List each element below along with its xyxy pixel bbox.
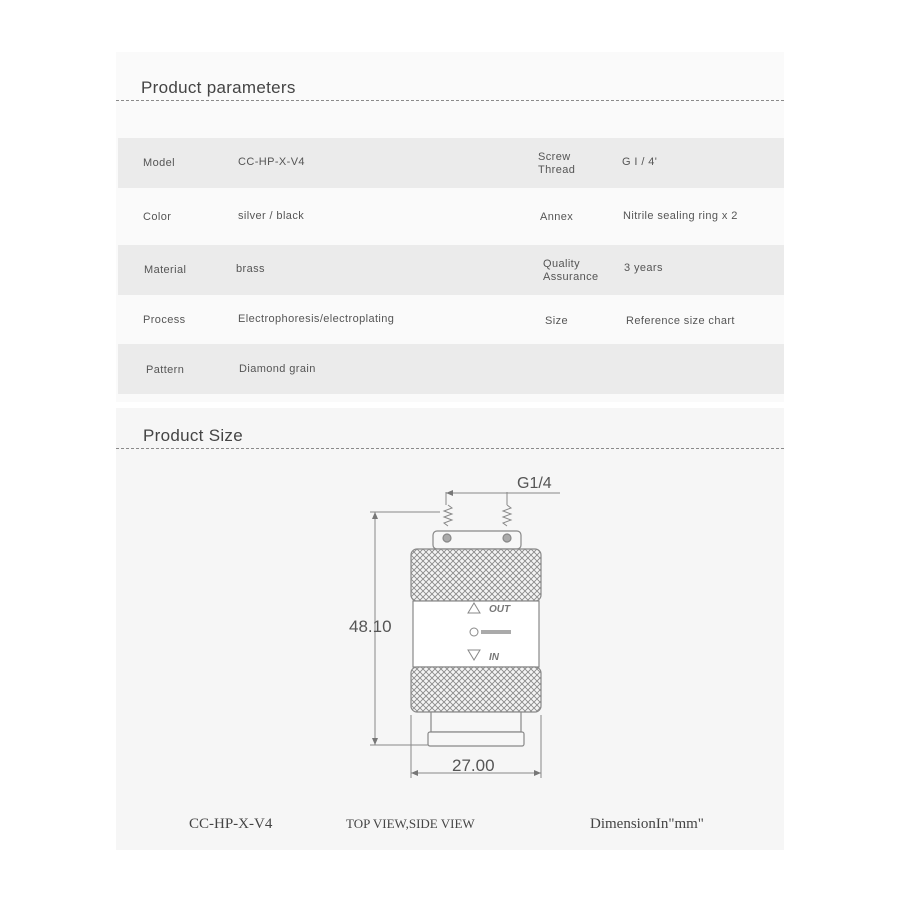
parameters-title: Product parameters — [141, 78, 296, 97]
param-label: Process — [143, 314, 186, 326]
param-value: Reference size chart — [626, 315, 735, 327]
param-value: Nitrile sealing ring x 2 — [623, 210, 738, 222]
param-label: Color — [143, 211, 172, 223]
param-value: silver / black — [238, 210, 305, 222]
out-badge: OUT — [489, 604, 511, 615]
unit-caption: DimensionIn"mm" — [590, 816, 704, 832]
param-label: Material — [144, 264, 187, 276]
in-badge: IN — [489, 652, 499, 663]
param-label: Screw Thread — [538, 151, 576, 176]
param-value: G I / 4' — [622, 156, 658, 168]
thread-label: G1/4 — [517, 475, 552, 492]
fitting-body — [411, 505, 541, 746]
thread-dimension — [446, 475, 560, 505]
param-value: Electrophoresis/electroplating — [238, 313, 395, 325]
view-caption: TOP VIEW,SIDE VIEW — [346, 816, 475, 831]
param-label: Annex — [540, 211, 574, 223]
param-value: 3 years — [624, 262, 663, 274]
param-value: Diamond grain — [239, 363, 316, 375]
param-value: CC-HP-X-V4 — [238, 156, 305, 168]
param-label: Quality Assurance — [543, 258, 599, 283]
param-label: Model — [143, 157, 175, 169]
brand-logo-text — [481, 630, 511, 634]
param-label: Pattern — [146, 364, 185, 376]
height-label: 48.10 — [349, 617, 392, 636]
size-title: Product Size — [143, 426, 243, 445]
width-label: 27.00 — [452, 756, 495, 775]
param-label: Size — [545, 315, 568, 327]
model-caption: CC-HP-X-V4 — [189, 816, 273, 832]
param-value: brass — [236, 263, 265, 275]
